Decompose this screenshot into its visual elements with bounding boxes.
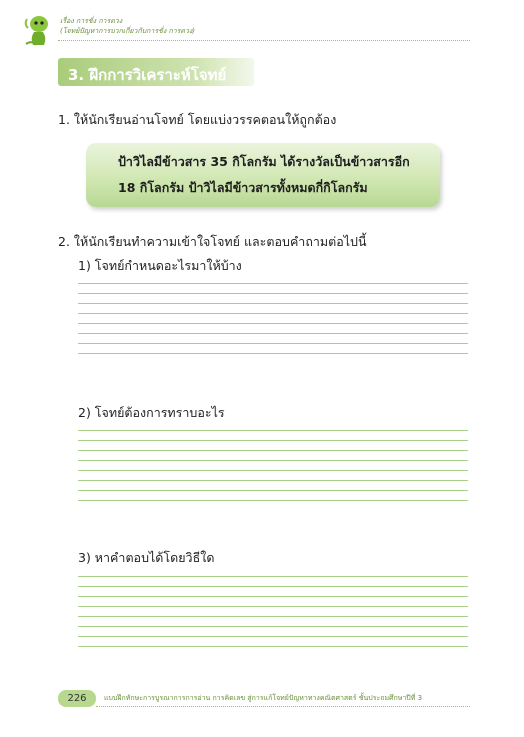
answer-lines-3[interactable] [78,576,468,656]
footer-title: แบบฝึกทักษะการบูรณาการการอ่าน การคิดเลข สู่การแก้โจทย์ปัญหาทางคณิตศาสตร์ ชั้นประถมศึกษาปีที่ 3 [104,694,423,702]
sub-question-3: 3) หาคำตอบได้โดยวิธีใด [78,550,215,565]
answer-lines-1[interactable] [78,283,468,363]
header-topic: เรื่อง การชั่ง การตวง [60,17,123,25]
problem-line-2: 18 กิโลกรัม ป้าวิไลมีข้าวสารทั้งหมดกี่กิโลกรัม [118,180,368,195]
sub-question-2: 2) โจทย์ต้องการทราบอะไร [78,405,225,420]
sub-question-1: 1) โจทย์กำหนดอะไรมาให้บ้าง [78,258,242,273]
section-title: 3. ฝึกการวิเคราะห์โจทย์ [68,66,227,84]
problem-line-1: ป้าวิไลมีข้าวสาร 35 กิโลกรัม ได้รางวัลเป็นข้าวสารอีก [118,154,410,169]
cartoon-mascot-icon [22,14,52,48]
footer-divider [96,706,470,707]
answer-lines-2[interactable] [78,430,468,510]
question-1: 1. ให้นักเรียนอ่านโจทย์ โดยแบ่งวรรคตอนให้ถูกต้อง [58,112,337,127]
page-number: 226 [58,690,96,707]
header-divider [58,40,470,41]
question-2: 2. ให้นักเรียนทำความเข้าใจโจทย์ และตอบคำถามต่อไปนี้ [58,234,367,249]
header-subtopic: (โจทย์ปัญหาการบวกเกี่ยวกับการชั่ง การตวง) [60,27,196,35]
